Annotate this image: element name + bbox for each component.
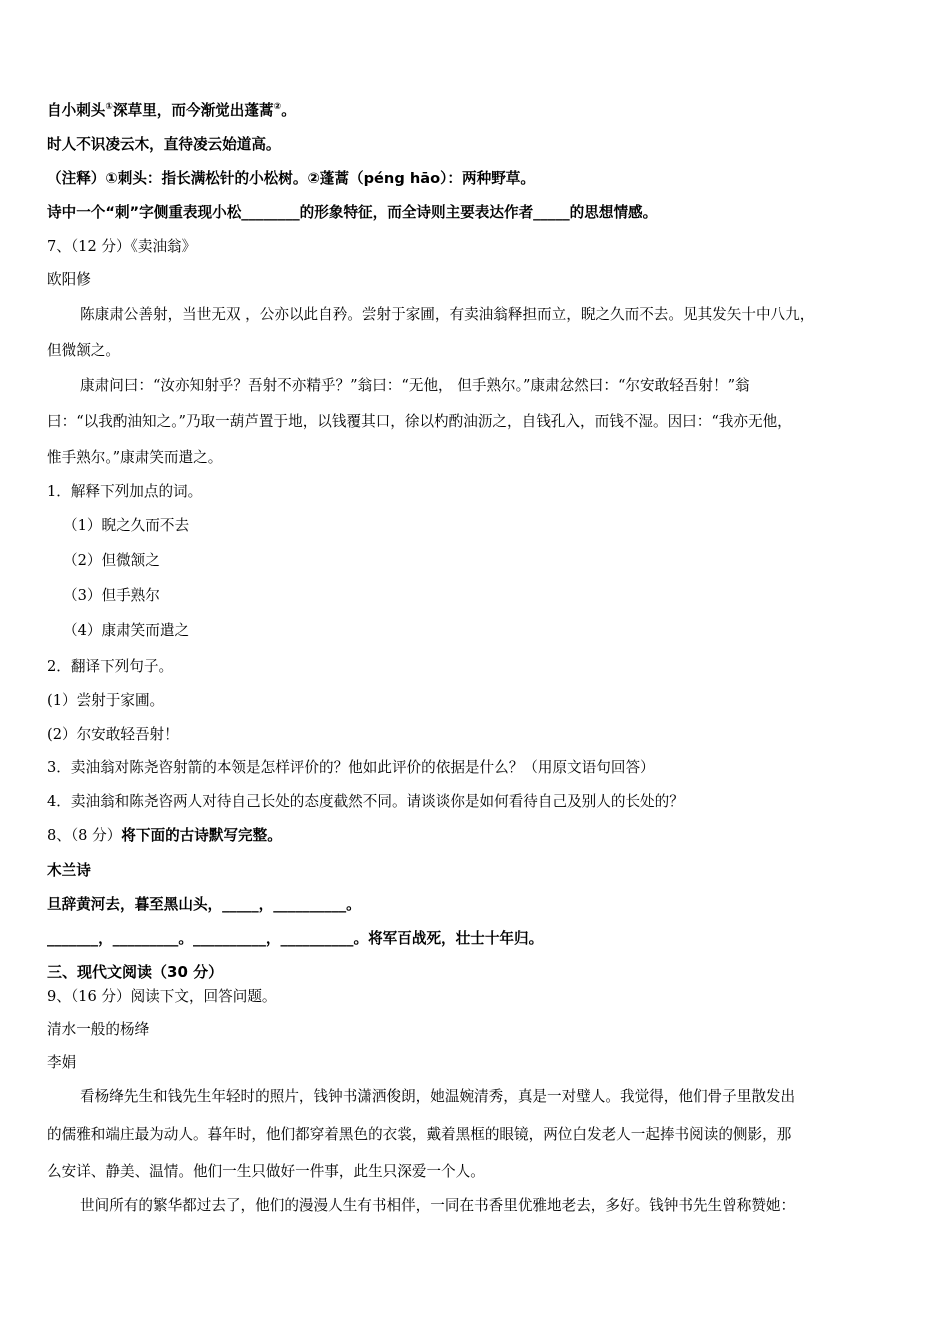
q9-passage-line: 世间所有的繁华都过去了，他们的漫漫人生有书相伴，一同在书香里优雅地老去，多好。钱钟书先生曾称赞她：: [80, 1197, 796, 1214]
q7-passage-line: 但微颔之。: [47, 342, 120, 359]
q7-sub-1-item: （1）睨之久而不去: [63, 517, 190, 534]
q9-title: 清水一般的杨绛: [47, 1021, 150, 1038]
q7-passage-line: 陈康肃公善射，当世无双 ，公亦以此自矜。尝射于家圃，有卖油翁释担而立，睨之久而不去。见其发矢十中八九，: [80, 306, 815, 323]
q8-heading: 8、（8 分）将下面的古诗默写完整。: [47, 827, 282, 844]
poem-line-1: 自小刺头①深草里，而今渐觉出蓬蒿②。: [47, 102, 296, 119]
q9-passage-line: 么安详、静美、温情。他们一生只做好一件事，此生只深爱一个人。: [47, 1163, 485, 1180]
q9-author: 李娟: [47, 1054, 77, 1071]
q7-heading: 7、（12 分）《卖油翁》: [47, 238, 197, 255]
q9-heading: 9、（16 分）阅读下文，回答问题。: [47, 988, 277, 1005]
q8-poem-title: 木兰诗: [47, 862, 91, 879]
q7-sub-1-item: （3）但手熟尔: [63, 587, 160, 604]
q7-passage-line: 惟手熟尔。”康肃笑而遣之。: [47, 449, 223, 466]
q7-sub-2: 2．翻译下列句子。: [47, 658, 174, 675]
q7-passage-line: 曰：“以我酌油知之。”乃取一葫芦置于地，以钱覆其口，徐以杓酌油沥之，自钱孔入，而钱不湿。因曰：“我亦无他，: [47, 413, 792, 430]
poem-line-2: 时人不识凌云木，直待凌云始道高。: [47, 136, 281, 153]
q7-sub-4: 4．卖油翁和陈尧咨两人对待自己长处的态度截然不同。请谈谈你是如何看待自己及别人的长处的？: [47, 793, 684, 810]
q7-sub-2-item: (2）尔安敢轻吾射！: [47, 726, 179, 743]
q7-sub-2-item: (1）尝射于家圃。: [47, 692, 165, 709]
q9-passage-line: 看杨绛先生和钱先生年轻时的照片，钱钟书潇洒俊朗，她温婉清秀，真是一对璧人。我觉得，他们骨子里散发出: [80, 1088, 796, 1105]
q8-poem-line-1: 旦辞黄河去，暮至黑山头，_____，__________。: [47, 896, 361, 913]
footnote-mark-2: ②: [273, 102, 282, 113]
q7-sub-1-item: （4）康肃笑而遣之: [63, 622, 190, 639]
q9-passage-line: 的儒雅和端庄最为动人。暮年时，他们都穿着黑色的衣裳，戴着黑框的眼镜，两位白发老人一起捧书阅读的侧影，那: [47, 1126, 792, 1143]
q7-author: 欧阳修: [47, 271, 91, 288]
section-3-heading: 三、现代文阅读（30 分）: [47, 963, 224, 981]
poem-question: 诗中一个“刺”字侧重表现小松________的形象特征，而全诗则主要表达作者_____的思想情感。: [47, 204, 658, 221]
q7-sub-1: 1．解释下列加点的词。: [47, 483, 203, 500]
poem-note: （注释）①刺头：指长满松针的小松树。②蓬蒿（péng hāo）：两种野草。: [47, 170, 535, 187]
q7-sub-3: 3．卖油翁对陈尧咨射箭的本领是怎样评价的？他如此评价的依据是什么？（用原文语句回答）: [47, 759, 655, 776]
q8-poem-line-2: _______，_________。__________，__________。将军百战死，壮士十年归。: [47, 930, 544, 947]
footnote-mark-1: ①: [105, 102, 114, 113]
q7-passage-line: 康肃问曰：“汝亦知射乎？吾射不亦精乎？”翁曰：“无他， 但手熟尔。”康肃忿然曰：“尔安敢轻吾射！”翁: [80, 377, 750, 394]
q7-sub-1-item: （2）但微颔之: [63, 552, 160, 569]
